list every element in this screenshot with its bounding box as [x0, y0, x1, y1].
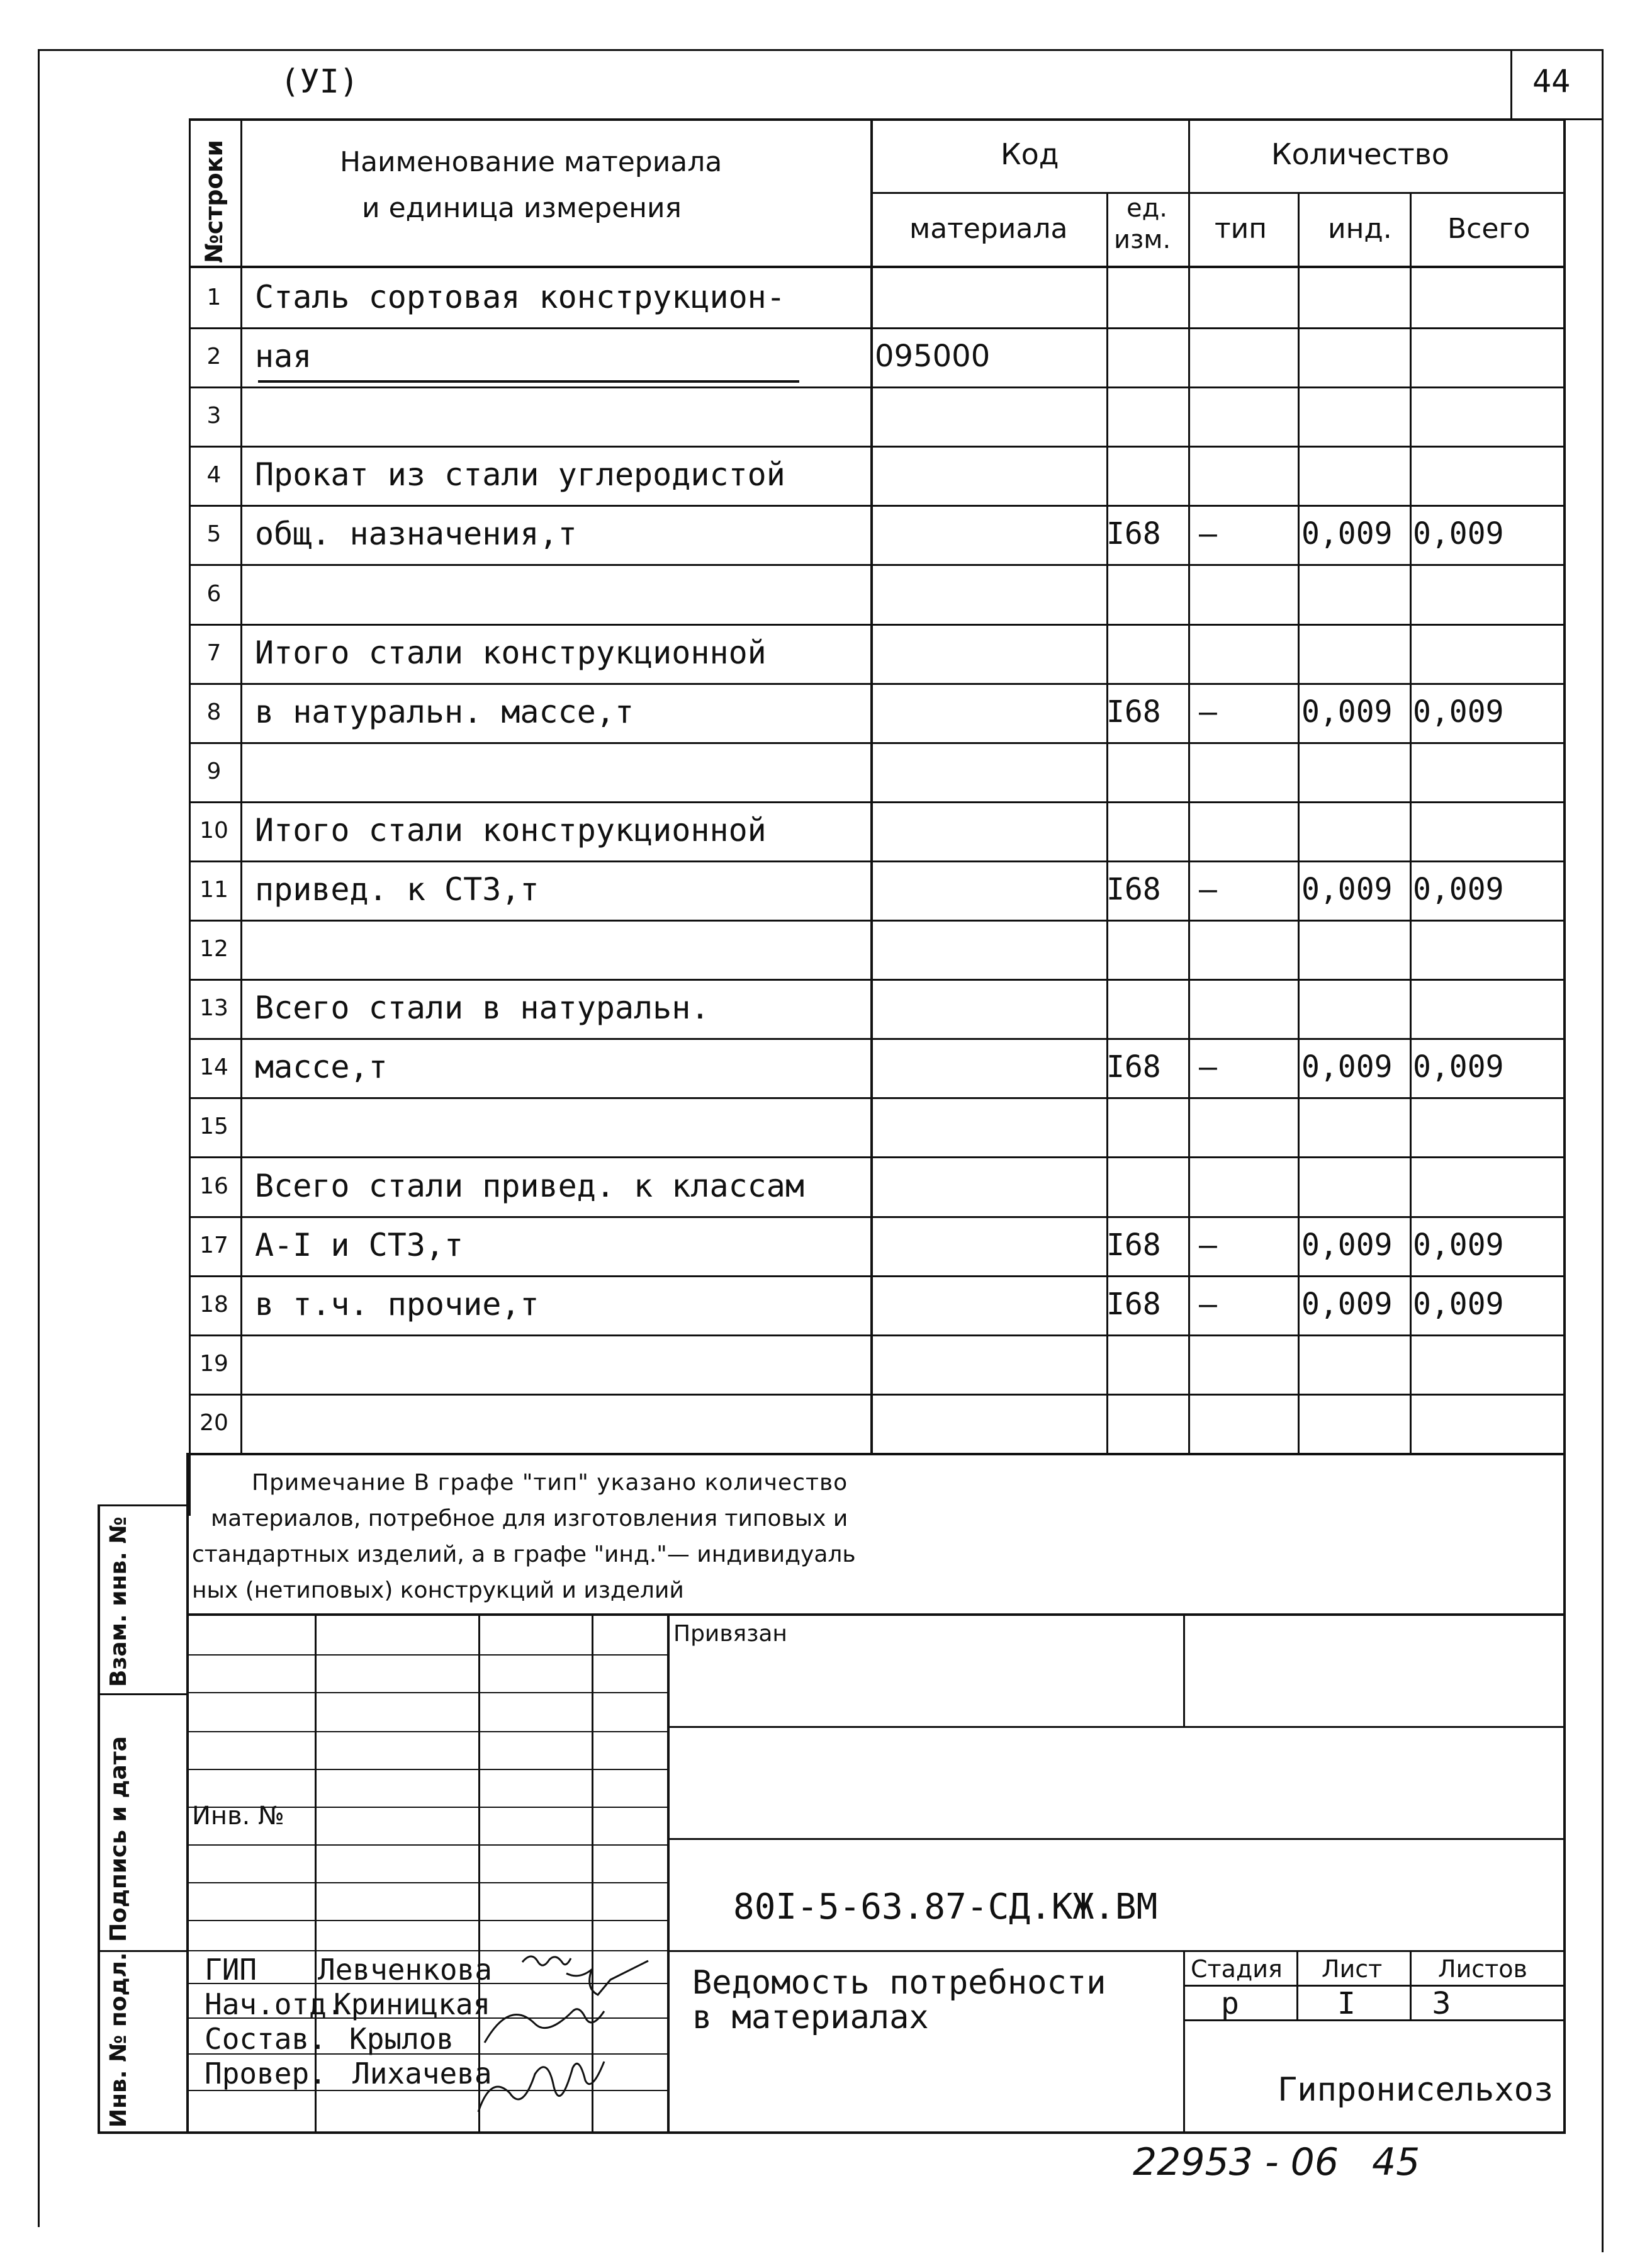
- row-number: 11: [199, 876, 228, 903]
- row-code: [875, 505, 1101, 563]
- stamp-v6: [1183, 1950, 1185, 2133]
- row-unit: [1106, 801, 1187, 859]
- row-type: –: [1199, 516, 1217, 551]
- row-ind: [1301, 624, 1408, 682]
- row-ind: [1301, 565, 1408, 623]
- sheet-value: I: [1337, 1986, 1356, 2021]
- row-number: 7: [206, 640, 222, 666]
- row-code: [875, 268, 1101, 326]
- row-type: –: [1199, 1287, 1217, 1322]
- row-ind: [1301, 446, 1408, 504]
- header-name-line1: Наименование материала: [340, 146, 722, 178]
- side-strip-left: [98, 1504, 100, 2133]
- row-ind: [1301, 742, 1408, 800]
- row-number: 3: [206, 402, 222, 429]
- col-type: [1298, 192, 1300, 1454]
- stamp-person-name: Лихачева: [352, 2056, 492, 2090]
- stamp-bottom: [98, 2131, 1566, 2134]
- row-ind: 0,009: [1301, 516, 1393, 551]
- row-type: [1199, 1334, 1293, 1392]
- stamp-inv-no: Инв. №: [192, 1802, 284, 1831]
- row-number: 12: [199, 935, 228, 962]
- stamp-top: [189, 1613, 1564, 1616]
- table-right: [1563, 118, 1566, 2133]
- stamp-hline: [189, 1920, 668, 1921]
- row-total: [1413, 1394, 1561, 1452]
- row-type: [1199, 1097, 1293, 1155]
- row-unit: [1106, 446, 1187, 504]
- stamp-privyazan: Привязан: [673, 1621, 787, 1647]
- stamp-hline: [189, 1769, 668, 1770]
- header-type: тип: [1215, 213, 1267, 245]
- row-type: –: [1199, 872, 1217, 907]
- row-number: 17: [199, 1232, 228, 1258]
- row-unit: [1106, 979, 1187, 1037]
- stage-label: Стадия: [1191, 1955, 1283, 1983]
- stamp-role: Нач.отд.: [205, 1987, 344, 2021]
- row-name: Сталь сортовая конструкцион-: [255, 279, 785, 315]
- stamp-person-name: Крылов: [349, 2022, 454, 2056]
- row-ind: [1301, 1157, 1408, 1215]
- row-name: [255, 565, 865, 623]
- row-code: [875, 624, 1101, 682]
- note-line3: стандартных изделий, а в графе "инд."— индивидуаль: [192, 1542, 856, 1567]
- row-ind: [1301, 1394, 1408, 1452]
- header-unit-2: изм.: [1114, 225, 1171, 254]
- row-type: [1199, 446, 1293, 504]
- row-type: [1199, 920, 1293, 978]
- stamp-r3: [667, 1950, 1564, 1952]
- stamp-v5: [1183, 1613, 1185, 1727]
- row-code: [875, 860, 1101, 918]
- stamp-hline: [189, 1731, 668, 1732]
- sheet-label: Лист: [1322, 1955, 1383, 1983]
- row-name: в натуральн. массе,т: [255, 694, 634, 730]
- frame-top: [38, 49, 1602, 51]
- row-unit: [1106, 1157, 1187, 1215]
- header-material: материала: [909, 213, 1068, 245]
- row-unit: [1106, 1097, 1187, 1155]
- row-name: в т.ч. прочие,т: [255, 1286, 539, 1323]
- header-quantity: Количество: [1271, 137, 1449, 171]
- row-number: 8: [206, 699, 222, 725]
- row-name: массе,т: [255, 1049, 388, 1085]
- row-total: 0,009: [1413, 1227, 1504, 1263]
- row-total: [1413, 446, 1561, 504]
- row-unit: I68: [1106, 1049, 1161, 1085]
- stage-value: р: [1221, 1986, 1239, 2021]
- row-ind: 0,009: [1301, 1227, 1393, 1263]
- frame-left: [38, 49, 40, 2227]
- row-type: –: [1199, 1227, 1217, 1263]
- row-code: [875, 1334, 1101, 1392]
- section-label: (УI): [280, 63, 359, 101]
- row-total: [1413, 979, 1561, 1037]
- row-total: [1413, 920, 1561, 978]
- side-col-right: [186, 1453, 189, 2133]
- row-unit: I68: [1106, 1227, 1161, 1263]
- row-unit: [1106, 624, 1187, 682]
- row-name: [255, 920, 865, 978]
- row-total: [1413, 1097, 1561, 1155]
- row-unit: [1106, 268, 1187, 326]
- row-ind: [1301, 979, 1408, 1037]
- stamp-r2: [667, 1838, 1564, 1840]
- header-unit-1: ед.: [1127, 194, 1167, 223]
- row-total: [1413, 742, 1561, 800]
- header-name-line2: и единица измерения: [362, 192, 682, 224]
- doc-title-line1: Ведомость потребности: [692, 1964, 1106, 2002]
- row-name: общ. назначения,т: [255, 516, 577, 552]
- row-total: [1413, 386, 1561, 444]
- row-name: А-I и СТ3,т: [255, 1227, 464, 1263]
- row-total: 0,009: [1413, 872, 1504, 907]
- row-ind: [1301, 801, 1408, 859]
- note-line2: материалов, потребное для изготовления типовых и: [211, 1506, 848, 1532]
- row-code: [875, 565, 1101, 623]
- row-number: 19: [199, 1350, 228, 1377]
- row-type: [1199, 1157, 1293, 1215]
- header-ind: инд.: [1328, 213, 1392, 245]
- table-body-bottom: [189, 1453, 1564, 1455]
- row-type: [1199, 565, 1293, 623]
- row-code: [875, 801, 1101, 859]
- row-ind: 0,009: [1301, 1049, 1393, 1085]
- page-number-box-left: [1510, 49, 1512, 118]
- row-unit: I68: [1106, 1287, 1161, 1322]
- row-unit: [1106, 742, 1187, 800]
- row-unit: [1106, 565, 1187, 623]
- row-name: Прокат из стали углеродистой: [255, 456, 785, 493]
- stamp-role: ГИП: [205, 1953, 257, 1987]
- row-total: [1413, 268, 1561, 326]
- row-total: [1413, 327, 1561, 385]
- stamp-role: Состав.: [205, 2022, 327, 2056]
- row-code: [875, 920, 1101, 978]
- row-total: 0,009: [1413, 1049, 1504, 1085]
- row-number: 16: [199, 1173, 228, 1199]
- doc-title-line2: в материалах: [692, 1999, 929, 2036]
- row-name: Итого стали конструкционной: [255, 635, 767, 671]
- row-type: [1199, 979, 1293, 1037]
- stamp-stage-bottom: [1183, 2019, 1564, 2021]
- row-code: 095000: [875, 339, 991, 374]
- row-name: Итого стали конструкционной: [255, 812, 767, 849]
- row-code: [875, 1275, 1101, 1333]
- row-number: 18: [199, 1291, 228, 1317]
- row-number: 1: [206, 284, 222, 310]
- col-unit: [1188, 118, 1190, 1454]
- table-top: [189, 118, 1564, 121]
- header-mid: [872, 192, 1564, 194]
- row-total: [1413, 624, 1561, 682]
- row-number: 20: [199, 1409, 228, 1436]
- row-total: [1413, 565, 1561, 623]
- col-rownum: [240, 118, 242, 1454]
- row-code: [875, 683, 1101, 741]
- stamp-hline: [189, 1882, 668, 1883]
- frame-right: [1602, 49, 1604, 2252]
- side-strip-top: [98, 1504, 189, 1506]
- row-ind: 0,009: [1301, 872, 1393, 907]
- stamp-hline: [189, 1844, 668, 1846]
- row-ind: [1301, 1334, 1408, 1392]
- col-ind: [1410, 192, 1412, 1454]
- row-unit: [1106, 1334, 1187, 1392]
- note-line1: Примечание В графе "тип" указано количество: [252, 1470, 848, 1496]
- stamp-stage-mid: [1183, 1985, 1564, 1987]
- row-code: [875, 1097, 1101, 1155]
- side-sep1: [98, 1693, 189, 1695]
- note-line4: ных (нетиповых) конструкций и изделий: [192, 1577, 684, 1603]
- row-total: 0,009: [1413, 1287, 1504, 1322]
- row-type: –: [1199, 1049, 1217, 1085]
- stamp-r1: [667, 1726, 1564, 1728]
- row-name: [255, 386, 865, 444]
- row-total: [1413, 1334, 1561, 1392]
- signatures: [466, 1948, 705, 2137]
- row-code: [875, 742, 1101, 800]
- row-name: Всего стали привед. к классам: [255, 1168, 804, 1204]
- row-unit: [1106, 1394, 1187, 1452]
- row-code: [875, 446, 1101, 504]
- header-total: Всего: [1447, 213, 1531, 245]
- row-name: Всего стали в натуральн.: [255, 990, 710, 1026]
- stamp-person-name: Криницкая: [334, 1987, 491, 2021]
- stamp-hline: [189, 1692, 668, 1693]
- row-name: [255, 1334, 865, 1392]
- row-ind: 0,009: [1301, 694, 1393, 730]
- row-ind: [1301, 386, 1408, 444]
- row-type: [1199, 327, 1293, 385]
- row-unit: I68: [1106, 694, 1161, 730]
- row-number: 2: [206, 343, 222, 370]
- row-type: [1199, 742, 1293, 800]
- row-number: 4: [206, 461, 222, 488]
- row-type: [1199, 1394, 1293, 1452]
- row-ind: [1301, 920, 1408, 978]
- row-unit: I68: [1106, 516, 1161, 551]
- side-podpis: Подпись и дата: [106, 1736, 132, 1942]
- row-name: [255, 1394, 865, 1452]
- page-number: 44: [1532, 63, 1571, 99]
- header-row-no: №строки: [200, 140, 228, 263]
- row-ind: 0,009: [1301, 1287, 1393, 1322]
- row-type: [1199, 801, 1293, 859]
- row-number: 6: [206, 580, 222, 607]
- row-code: [875, 1038, 1101, 1096]
- side-inv-podl: Инв. № подл.: [106, 1952, 132, 2128]
- row-ind: [1301, 268, 1408, 326]
- row-total: [1413, 1157, 1561, 1215]
- row-type: [1199, 268, 1293, 326]
- row-number: 13: [199, 995, 228, 1021]
- row-name: ная: [255, 338, 312, 375]
- row-code: [875, 979, 1101, 1037]
- row-number: 9: [206, 758, 222, 784]
- row-unit: [1106, 386, 1187, 444]
- row-code: [875, 1394, 1101, 1452]
- row-total: [1413, 801, 1561, 859]
- doc-code: 80I-5-63.87-СД.КЖ.ВМ: [733, 1887, 1158, 1927]
- header-code: Код: [1001, 137, 1059, 171]
- archive-page: 45: [1372, 2140, 1420, 2184]
- row-number: 14: [199, 1054, 228, 1080]
- sheets-label: Листов: [1438, 1955, 1527, 1983]
- stamp-person-name: Левченкова: [318, 1953, 492, 1987]
- stamp-role: Провер.: [205, 2056, 327, 2090]
- archive-number: 22953 - 06: [1133, 2140, 1339, 2184]
- row-unit: I68: [1106, 872, 1161, 907]
- row-unit: [1106, 920, 1187, 978]
- row-number: 15: [199, 1113, 228, 1139]
- row-name: привед. к СТ3,т: [255, 871, 539, 908]
- row-code: [875, 1216, 1101, 1274]
- sheets-value: 3: [1432, 1986, 1451, 2021]
- row-ind: [1301, 327, 1408, 385]
- row-type: [1199, 386, 1293, 444]
- row-type: –: [1199, 694, 1217, 730]
- side-vzam: Взам. инв. №: [106, 1516, 132, 1687]
- organization: Гипронисельхоз: [1278, 2071, 1554, 2109]
- row-code: [875, 1157, 1101, 1215]
- row-number: 5: [206, 521, 222, 547]
- row-name: [255, 1097, 865, 1155]
- row-name: [255, 742, 865, 800]
- row-total: 0,009: [1413, 516, 1504, 551]
- row-number: 10: [199, 817, 228, 843]
- underline: [258, 380, 799, 383]
- stamp-hline: [189, 1654, 668, 1656]
- row-unit: [1106, 327, 1187, 385]
- row-ind: [1301, 1097, 1408, 1155]
- row-type: [1199, 624, 1293, 682]
- row-total: 0,009: [1413, 694, 1504, 730]
- col-name: [870, 118, 873, 1454]
- row-code: [875, 386, 1101, 444]
